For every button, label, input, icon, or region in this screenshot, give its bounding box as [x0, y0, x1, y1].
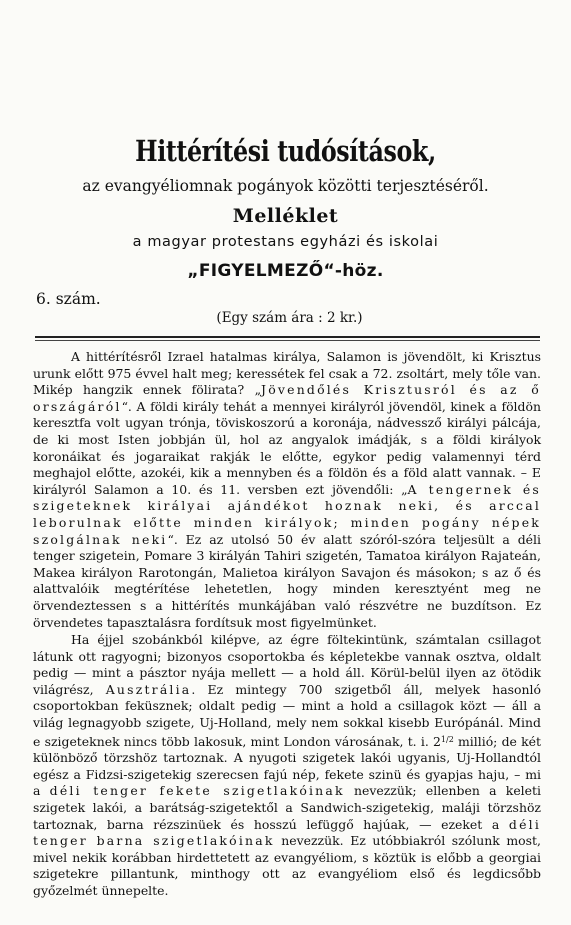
text-run: “. Ez az utolsó 50 év alatt szóról-szóra teljesült a déli tenger szigetein, Pomare 3 királyán Tahiri szigetén, Tamatoa királyon Rajateán, Makea királyon Rarotongán, Malietoa királyon Savajon és másokon; s az ő és alattvalóik megtérítése lehetetlen, hogy minden keresztyént meg ne örvendeztessen s a hittérítés munkájában való részvétre ne buzdítson. Ez örvendetes tapasztalásra fordítsuk most figyelmünket.	[33, 531, 541, 630]
header-divider-thick	[35, 336, 540, 338]
publisher-line: a magyar protestans egyházi és iskolai	[132, 234, 439, 250]
header-divider-thin	[35, 340, 540, 341]
spaced-emphasis: A tengernek és szigeteknek királyai ajándékot hoznak neki, és arccal leborulnak előtte minden királyok; minden pogány népek szolgálnak neki	[33, 481, 541, 547]
text-run: Ha éjjel szobánkból kilépve, az égre föltekintünk, számtalan csillagot látunk ott ragyogni; bizonyos csoportokba és képletekbe vannak osztva, oldalt pedig — mint a pásztor nyája mellett — a hold áll. Körül-belül ilyen az ötödik világrész,	[33, 632, 541, 697]
paragraph-2	[33, 632, 541, 900]
text-run: millió; de két különböző törzshöz tartoznak. A nyugoti szigetek lakói ugyanis, Uj-Hollandtól egész a Fidzsi-szigetekig szerecsen fajú nép, fekete szinü és gyapjas haju, – mi a	[33, 733, 541, 799]
text-run: . Ez mintegy 700 szigetből áll, melyek hasonló csoportokban feküsznek; oldalt pedig — mint a hold a csillagok közt — áll a világ legnagyobb szigete, Uj-Holland, mely nem sokkal kisebb Európánál. Mind e szigeteknek nincs több lakosuk, mint London városának, t. i. 2	[33, 681, 541, 749]
spaced-emphasis: déli tenger barna szigetlakóinak	[33, 816, 541, 849]
page-title: Hittérítési tudósítások,	[135, 134, 436, 168]
text-run: nevezzük. Ez utóbbiakról szólunk most, mivel nekik korábban hirdettetett az evangyéliom, s köztük is előbb a georgiai szigetekre pillantunk, minthogy ott az evangyéliom első és legdicsőbb győzelmét ünnepelte.	[33, 833, 541, 898]
paragraph-1	[33, 349, 541, 631]
spaced-emphasis: Ausztrália	[105, 681, 192, 697]
spaced-emphasis: déli tenger fekete szigetlakóinak	[49, 783, 345, 799]
fraction: 1/2	[440, 734, 454, 744]
publisher-name: „FIGYELMEZŐ“-höz.	[187, 261, 384, 281]
spaced-emphasis: Jövendőlés Krisztusról és az ő országáról	[33, 382, 541, 414]
text-run: A hittérítésről Izrael hatalmas királya, Salamon is jövendölt, ki Krisztus urunk előtt 975 évvel halt meg; keressétek fel csak a 72. zsoltárt, mely tőle van. Mikép hangzik ennek fölirata? „	[33, 349, 541, 398]
text-run: “. A földi király tehát a mennyei királyról jövendöl, kinek a földön keresztfa volt ugyan trónja, töviskoszorú a koronája, nádvessző királyi pálcája, de ki most Isten jobbján ül, hol az angyalok imádják, s a földi királyok koronáikat és jogaraikat rakják le előtte, egykor pedig valamennyi térd meghajol előtte, azokéi, kik a mennyben és a földön és a föld alatt vannak. – E királyról Salamon a 10. és 11. versben ezt jövendőli: „	[33, 398, 541, 497]
issue-number: 6. szám.	[36, 290, 101, 308]
page-subtitle: az evangyéliomnak pogányok közötti terjesztéséről.	[82, 177, 489, 195]
article-body	[33, 349, 541, 900]
text-run: nevezzük; ellenben a keleti szigetek lakói, a barátság-szigetektől a Sandwich-szigetekig, maláji törzshöz tartoznak, barna rézszinüek és hosszú lefüggő hajúak, — ezeket a	[33, 783, 541, 832]
supplement-heading: Melléklet	[232, 205, 339, 227]
issue-price: (Egy szám ára : 2 kr.)	[216, 310, 363, 326]
